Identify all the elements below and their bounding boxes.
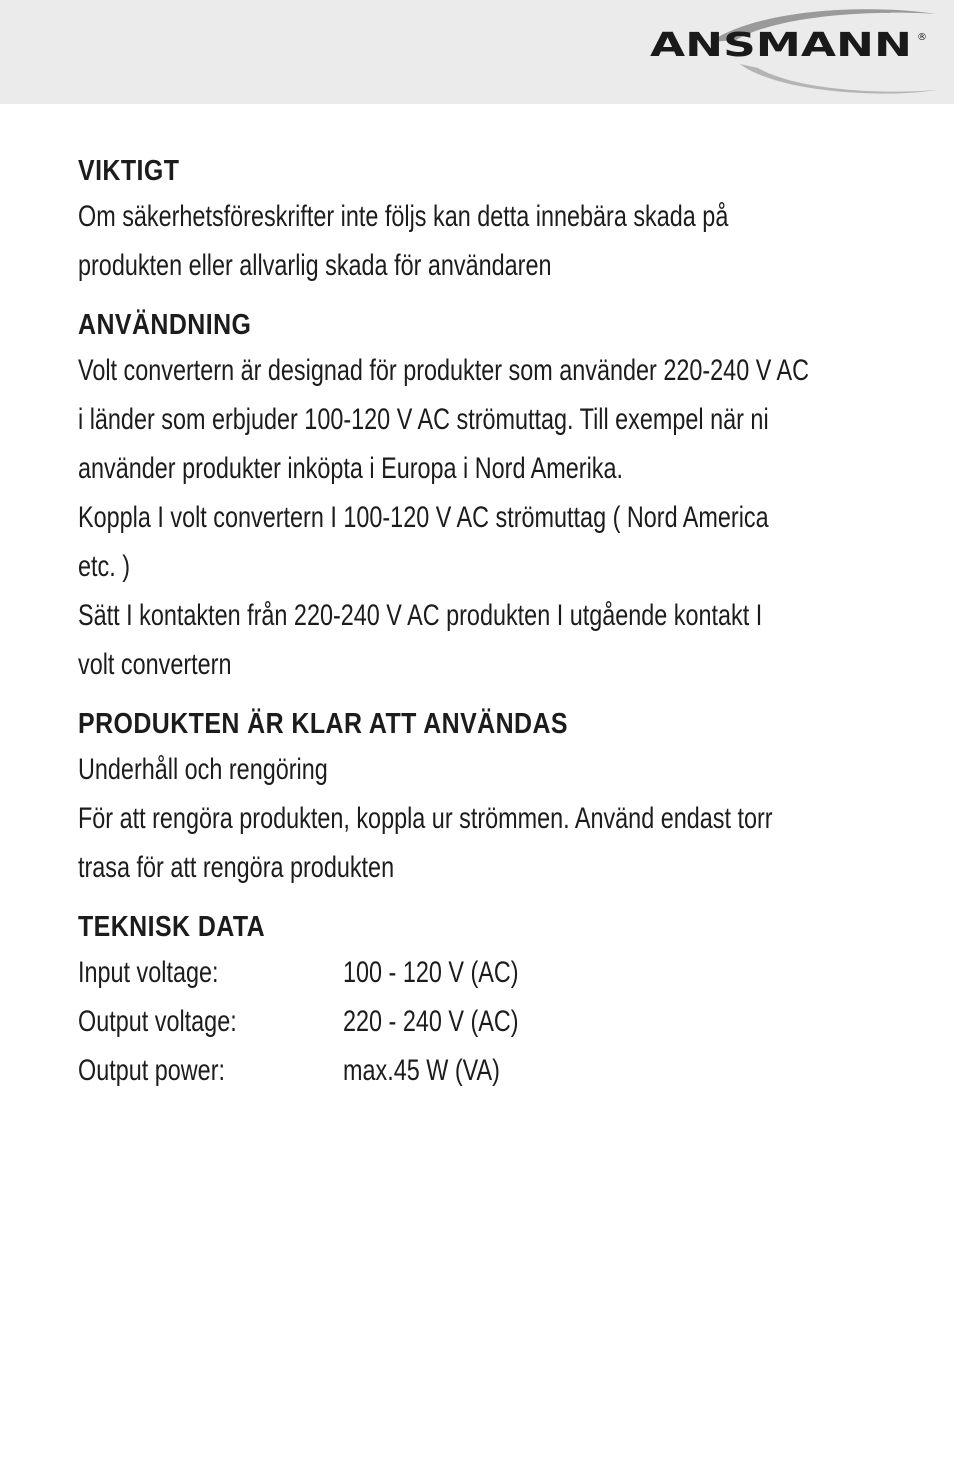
- spec-row-output-voltage: [78, 997, 898, 1046]
- spec-label: Output power:: [78, 1054, 225, 1087]
- text-line: trasa för att rengöra produkten: [78, 851, 395, 884]
- section-title-ready: PRODUKTEN ÄR KLAR ATT ANVÄNDAS: [78, 708, 568, 740]
- text-line: Volt convertern är designad för produkter som använder 220-240 V AC: [78, 354, 810, 387]
- text-line: Koppla I volt convertern I 100-120 V AC strömuttag ( Nord America: [78, 501, 769, 534]
- spec-value: max.45 W (VA): [343, 1054, 500, 1087]
- section-usage: [78, 304, 898, 689]
- section-important: [78, 150, 898, 290]
- spec-row-output-power: [78, 1046, 898, 1095]
- text-line: Underhåll och rengöring: [78, 753, 328, 786]
- ansmann-logo: [640, 6, 940, 98]
- ansmann-logo-text: ANSMANN: [650, 25, 912, 64]
- spec-label: Output voltage:: [78, 1005, 237, 1038]
- text-line: produkten eller allvarlig skada för användaren: [78, 249, 552, 282]
- spec-row-input-voltage: [78, 948, 898, 997]
- ansmann-logo-swoosh: [640, 6, 940, 98]
- section-technical: [78, 906, 898, 1095]
- text-line: Om säkerhetsföreskrifter inte följs kan detta innebära skada på: [78, 200, 729, 233]
- text-line: Sätt I kontakten från 220-240 V AC produkten I utgående kontakt I: [78, 599, 763, 632]
- spec-value: 220 - 240 V (AC): [343, 1005, 519, 1038]
- text-line: volt convertern: [78, 648, 232, 681]
- header-band: [0, 0, 954, 104]
- text-line: För att rengöra produkten, koppla ur strömmen. Använd endast torr: [78, 802, 773, 835]
- section-title-usage: ANVÄNDNING: [78, 309, 252, 341]
- section-title-technical: TEKNISK DATA: [78, 911, 266, 943]
- spec-value: 100 - 120 V (AC): [343, 956, 519, 989]
- text-line: använder produkter inköpta i Europa i Nord Amerika.: [78, 452, 624, 485]
- text-line: etc. ): [78, 550, 131, 583]
- section-title-important: VIKTIGT: [78, 155, 180, 187]
- text-line: i länder som erbjuder 100-120 V AC strömuttag. Till exempel när ni: [78, 403, 769, 436]
- document-body: [78, 150, 898, 1109]
- section-ready: [78, 703, 898, 892]
- registered-mark: ®: [917, 32, 927, 43]
- spec-label: Input voltage:: [78, 956, 219, 989]
